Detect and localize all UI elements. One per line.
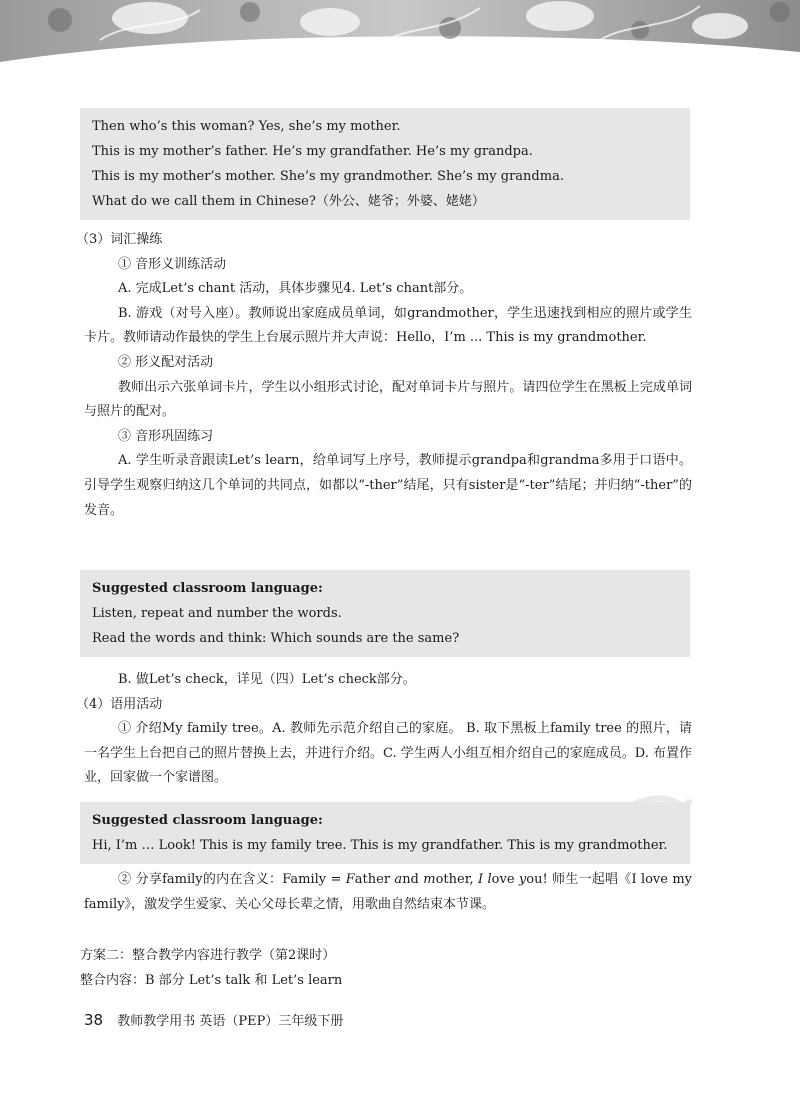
box-heading: Suggested classroom language: [92, 813, 323, 828]
activity-title: ① 音形义训练活动 [118, 256, 227, 272]
text-run: other, [435, 872, 478, 887]
suggested-language-box [80, 570, 690, 657]
dialogue-line: What do we call them in Chinese?（外公、姥爷；外婆、姥姥） [92, 194, 485, 209]
activity-title: ② 形义配对活动 [118, 354, 214, 370]
dialogue-box [80, 108, 690, 220]
text-run: ather [354, 872, 395, 887]
page-footer [84, 1010, 343, 1029]
text-run-italic: I l [477, 872, 492, 887]
text-run-italic: F [345, 872, 355, 887]
section-family-meaning [84, 868, 692, 917]
text-run: ② 分享family的内在含义：Family = [118, 872, 346, 887]
dialogue-line: This is my mother’s mother. She’s my grandmother. She’s my grandma. [92, 169, 564, 184]
section-vocab-practice [76, 228, 692, 523]
section-heading: （4）语用活动 [76, 696, 163, 712]
box-line: Hi, I’m … Look! This is my family tree. This is my grandfather. This is my grandmother. [92, 838, 668, 853]
section-usage-activities [76, 668, 692, 791]
box-line: Listen, repeat and number the words. [92, 606, 342, 621]
text-run-italic: y [518, 872, 527, 887]
paragraph: A. 完成Let’s chant 活动，具体步骤见4. Let’s chant部分。 [118, 281, 473, 297]
paragraph: B. 游戏（对号入座）。教师说出家庭成员单词，如grandmother，学生迅速找到相应的照片或学生卡片。教师请动作最快的学生上台展示照片并大声说：Hello，I’m ... This is my grandmother. [84, 305, 692, 346]
paragraph: A. 学生听录音跟读Let’s learn，给单词写上序号，教师提示grandpa和grandma多用于口语中。引导学生观察归纳这几个单词的共同点，如都以“-ther”结尾，只有sister是“-ter”结尾；并归纳“-ther”的发音。 [84, 453, 692, 518]
paragraph: ① 介绍My family tree。A. 教师先示范介绍自己的家庭。 B. 取下黑板上family tree 的照片，请一名学生上台把自己的照片替换上去，并进行介绍。C. 学生两人小组互相介绍自己的家庭成员。D. 布置作业，回家做一个家谱图。 [84, 721, 692, 786]
text-run: ove [491, 872, 519, 887]
paragraph: B. 做Let’s check，详见（四）Let’s check部分。 [118, 672, 416, 687]
book-title: 教师教学用书 英语（PEP）三年级下册 [117, 1014, 344, 1029]
page-number: 38 [84, 1011, 104, 1029]
section-heading: （3）词汇操练 [76, 232, 163, 247]
text-run: nd [402, 872, 424, 887]
dialogue-line: This is my mother’s father. He’s my grandfather. He’s my grandpa. [92, 144, 533, 159]
dialogue-line: Then who’s this woman? Yes, she’s my mother. [92, 119, 401, 134]
text-run-italic: a [394, 872, 403, 887]
plan-content: 整合内容：B 部分 Let’s talk 和 Let’s learn [80, 972, 343, 988]
plan-two [80, 944, 688, 993]
box-line: Read the words and think: Which sounds are the same? [92, 631, 460, 646]
suggested-language-box [80, 802, 690, 864]
text-run-italic: m [423, 872, 436, 887]
text-run: ou! 师生一起唱《I love my family》，激发学生爱家、关心父母长辈之情，用歌曲自然结束本节课。 [84, 872, 693, 912]
activity-title: ③ 音形巩固练习 [118, 428, 214, 444]
box-heading: Suggested classroom language: [92, 581, 323, 596]
paragraph: 教师出示六张单词卡片，学生以小组形式讨论，配对单词卡片与照片。请四位学生在黑板上完成单词与照片的配对。 [84, 379, 692, 420]
paragraph [84, 868, 692, 917]
plan-title: 方案二：整合教学内容进行教学（第2课时） [80, 948, 336, 963]
floral-banner-image [0, 0, 800, 80]
